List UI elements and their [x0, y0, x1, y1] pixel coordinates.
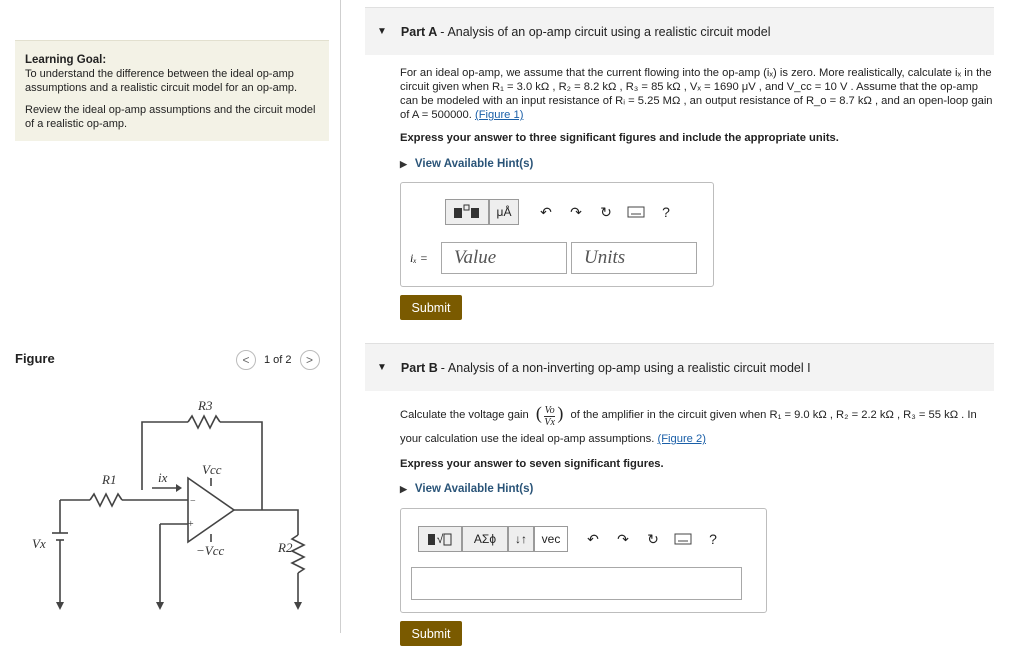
reset-button[interactable]: [638, 531, 668, 548]
template-box-icon: [443, 532, 453, 546]
redo-button[interactable]: [561, 204, 591, 221]
undo-icon: ↶: [540, 203, 552, 220]
help-icon: ?: [662, 204, 670, 220]
label-r1: R1: [102, 472, 117, 487]
redo-button[interactable]: [608, 531, 638, 548]
ix-label: iₓ =: [410, 251, 428, 265]
label-r3: R3: [198, 398, 213, 413]
vec-button[interactable]: [534, 526, 568, 552]
label-vcc: Vcc: [202, 462, 222, 477]
redo-icon: ↷: [570, 203, 582, 220]
part-b-text-after: of the amplifier in the circuit given when R₁ = 9.0 kΩ , R₂ = 2.2 kΩ , R₃ = 55 kΩ . In your calculation use the ideal op-amp assumptions.: [400, 409, 977, 446]
pager-count: 1 of 2: [264, 354, 292, 366]
label-plus: +: [188, 519, 194, 530]
label-neg-vcc: −Vcc: [196, 543, 225, 558]
prev-figure-button[interactable]: <: [236, 350, 256, 370]
figure-1-link[interactable]: (Figure 1): [474, 109, 524, 121]
templates-button[interactable]: [445, 199, 489, 225]
goal-heading: Learning Goal:: [25, 54, 107, 66]
part-a-hint-label: View Available Hint(s): [414, 158, 534, 170]
part-a-label: Part A: [400, 24, 438, 39]
symbols-button[interactable]: [462, 526, 508, 552]
reset-button[interactable]: [591, 204, 621, 221]
part-a-description: For an ideal op-amp, we assume that the current flowing into the op-amp (iₓ) is zero. More realistically, calculate iₓ in the circuit given when R₁ = 3.0 kΩ , R₂ = 8.2 kΩ , R₃ = 85 kΩ , Vₓ = 1690 μV , and V_cc = 10 V . Assume that the op-amp can be modeled with an input resistance of Rᵢ = 5.25 MΩ , an output resistance of R_o = 8.7 kΩ , and an open-loop gain of A = 500000.: [400, 67, 993, 121]
undo-button[interactable]: [531, 204, 561, 221]
keyboard-icon: [627, 206, 645, 218]
part-b-label: Part B: [400, 360, 438, 375]
value-input[interactable]: Value: [441, 242, 567, 274]
template-block-icon: [427, 532, 437, 546]
figure-2-link[interactable]: (Figure 2): [657, 433, 706, 446]
part-a-hint-toggle[interactable]: [400, 158, 533, 170]
keyboard-button[interactable]: [668, 533, 698, 545]
keyboard-button[interactable]: [621, 206, 651, 218]
gain-numerator: Vo: [544, 405, 555, 417]
part-a-text: [400, 66, 995, 122]
gain-denominator: Vx: [544, 417, 555, 429]
templates-icon: [452, 204, 482, 220]
undo-icon: ↶: [587, 530, 599, 547]
part-a-toolbar: [445, 199, 681, 225]
learning-goal-box: [15, 40, 329, 141]
redo-icon: ↷: [617, 530, 629, 547]
units-button[interactable]: [489, 199, 519, 225]
part-b-title: Analysis of a non-inverting op-amp using a realistic circuit model I: [447, 360, 811, 375]
vec-label: vec: [541, 532, 561, 546]
part-a-instruction: Express your answer to three significant figures and include the appropriate units.: [400, 132, 839, 144]
left-panel: [0, 0, 341, 633]
goal-text: To understand the difference between the ideal op-amp assumptions and a realistic circuit model for an op-amp.: [25, 68, 298, 94]
part-b-hint-label: View Available Hint(s): [414, 483, 534, 495]
label-r2: R2: [278, 540, 293, 555]
undo-button[interactable]: [578, 531, 608, 548]
help-button[interactable]: [651, 204, 681, 220]
expand-triangle-icon: ▶: [400, 484, 407, 494]
label-minus: −: [190, 496, 196, 507]
figure-title: Figure: [15, 351, 55, 366]
expand-triangle-icon: ▶: [400, 159, 407, 169]
units-input[interactable]: Units: [571, 242, 697, 274]
sqrt-label: √: [436, 532, 444, 546]
part-a-submit-button[interactable]: Submit: [400, 295, 462, 320]
gain-fraction: ( $\frac{Vo}{Vx}$ ): [535, 403, 564, 429]
part-b-instruction: Express your answer to seven significant figures.: [400, 458, 664, 470]
figure-pager: [236, 350, 320, 370]
next-figure-button[interactable]: >: [300, 350, 320, 370]
part-b-text: [400, 402, 995, 450]
part-a-title: Analysis of an op-amp circuit using a realistic circuit model: [447, 24, 771, 39]
keyboard-icon: [674, 533, 692, 545]
symbols-label: ΑΣϕ: [473, 532, 497, 546]
part-b-text-before: Calculate the voltage gain: [400, 409, 529, 422]
units-button-label: μÅ: [496, 205, 512, 219]
sort-icon: ↓↑: [515, 532, 527, 546]
part-b-hint-toggle[interactable]: [400, 483, 533, 495]
part-b-header[interactable]: ▼ Part B - Analysis of a non-inverting op-amp using a realistic circuit model I: [365, 343, 994, 391]
circuit-figure: [20, 390, 320, 620]
part-b-submit-button[interactable]: Submit: [400, 621, 462, 646]
help-icon: ?: [709, 531, 717, 547]
part-b-answer-input[interactable]: [411, 567, 742, 600]
goal-text-2: Review the ideal op-amp assumptions and the circuit model of a realistic op-amp.: [25, 104, 316, 130]
sort-button[interactable]: [508, 526, 534, 552]
collapse-triangle-icon: ▼: [377, 26, 387, 37]
help-button[interactable]: [698, 531, 728, 547]
label-ix: ix: [158, 470, 168, 485]
reset-icon: ↻: [647, 530, 659, 547]
templates-sqrt-button[interactable]: [418, 526, 462, 552]
label-vx: Vx: [32, 536, 46, 551]
reset-icon: ↻: [600, 203, 612, 220]
part-a-header[interactable]: ▼ Part A - Analysis of an op-amp circuit using a realistic circuit model: [365, 7, 994, 55]
collapse-triangle-icon: ▼: [377, 362, 387, 373]
part-b-toolbar: [418, 526, 728, 552]
